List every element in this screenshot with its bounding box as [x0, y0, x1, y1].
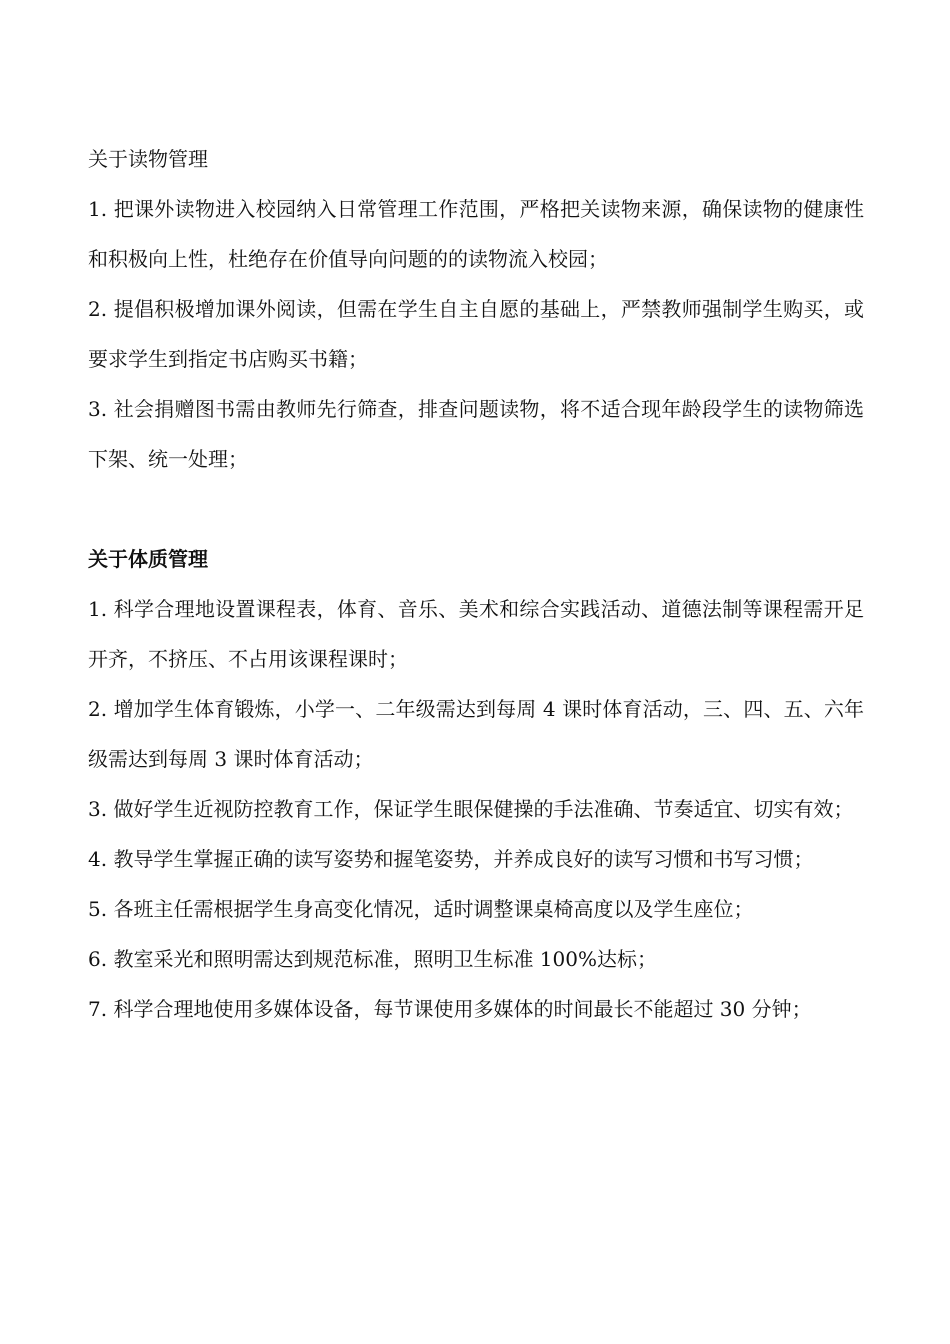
list-item: 6. 教室采光和照明需达到规范标准，照明卫生标准 100%达标；	[88, 947, 657, 971]
list-item: 7. 科学合理地使用多媒体设备，每节课使用多媒体的时间最长不能超过 30 分钟；	[88, 997, 812, 1021]
section-heading: 关于读物管理	[88, 147, 208, 171]
list-item: 3. 做好学生近视防控教育工作，保证学生眼保健操的手法准确、节奏适宜、切实有效；	[88, 797, 854, 821]
section-spacer	[88, 484, 864, 534]
reading-rules-list	[88, 184, 864, 484]
section-physical-health	[88, 534, 864, 1034]
document-page	[88, 134, 864, 1034]
list-item: 5. 各班主任需根据学生身高变化情况，适时调整课桌椅高度以及学生座位；	[88, 897, 754, 921]
list-item: 2. 提倡积极增加课外阅读，但需在学生自主自愿的基础上，严禁教师强制学生购买，或要求学生到指定书店购买书籍；	[88, 297, 864, 371]
list-item: 3. 社会捐赠图书需由教师先行筛查，排查问题读物，将不适合现年龄段学生的读物筛选下架、统一处理；	[88, 397, 864, 471]
section-heading: 关于体质管理	[88, 547, 208, 571]
section-reading-materials	[88, 134, 864, 484]
list-item: 2. 增加学生体育锻炼，小学一、二年级需达到每周 4 课时体育活动，三、四、五、六年级需达到每周 3 课时体育活动；	[88, 697, 864, 771]
health-rules-list	[88, 584, 864, 1034]
list-item: 4. 教导学生掌握正确的读写姿势和握笔姿势，并养成良好的读写习惯和书写习惯；	[88, 847, 814, 871]
list-item: 1. 把课外读物进入校园纳入日常管理工作范围，严格把关读物来源，确保读物的健康性和积极向上性，杜绝存在价值导向问题的的读物流入校园；	[88, 197, 864, 271]
list-item: 1. 科学合理地设置课程表，体育、音乐、美术和综合实践活动、道德法制等课程需开足开齐，不挤压、不占用该课程课时；	[88, 597, 864, 671]
